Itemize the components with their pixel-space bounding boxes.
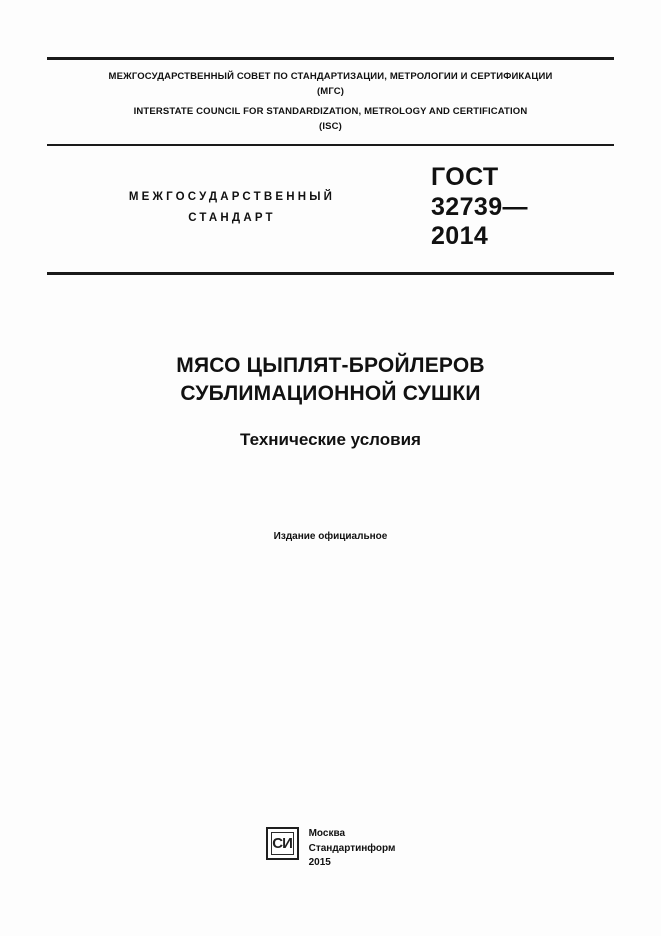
page-title-line1: МЯСО ЦЫПЛЯТ-БРОЙЛЕРОВ [176, 354, 485, 377]
page-subtitle: Технические условия [240, 430, 421, 449]
standard-number-prefix: ГОСТ [431, 163, 499, 192]
council-header-text [47, 60, 614, 144]
page-title [47, 352, 614, 408]
standard-number-value: 32739— [431, 192, 528, 221]
council-name-ru: МЕЖГОСУДАРСТВЕННЫЙ СОВЕТ ПО СТАНДАРТИЗАЦИИ, МЕТРОЛОГИИ И СЕРТИФИКАЦИИ [108, 71, 553, 82]
standard-rule-bottom [47, 272, 614, 275]
council-header-block [47, 57, 614, 146]
standard-kind [47, 187, 427, 227]
publisher-year: 2015 [308, 857, 331, 868]
council-abbrev-en: (ISC) [319, 121, 342, 133]
official-edition-note: Издание официальное [273, 531, 388, 542]
council-name-en: INTERSTATE COUNCIL FOR STANDARDIZATION, METROLOGY AND CERTIFICATION [133, 106, 528, 118]
emblem-glyph: СИ [272, 835, 292, 852]
standartinform-emblem-icon [266, 827, 299, 860]
standard-number [427, 163, 614, 252]
standard-kind-line2: СТАНДАРТ [188, 211, 276, 224]
standard-number-year: 2014 [431, 222, 489, 251]
publisher-text [309, 822, 396, 871]
publisher-block [0, 822, 661, 871]
page-title-line2: СУБЛИМАЦИОННОЙ СУШКИ [180, 381, 481, 405]
council-abbrev-ru: (МГС) [316, 85, 345, 97]
publisher-city: Москва [308, 828, 346, 839]
publisher-name: Стандартинформ [308, 842, 396, 854]
standard-designation-row [47, 140, 614, 275]
standard-kind-line1: МЕЖГОСУДАРСТВЕННЫЙ [128, 191, 336, 204]
